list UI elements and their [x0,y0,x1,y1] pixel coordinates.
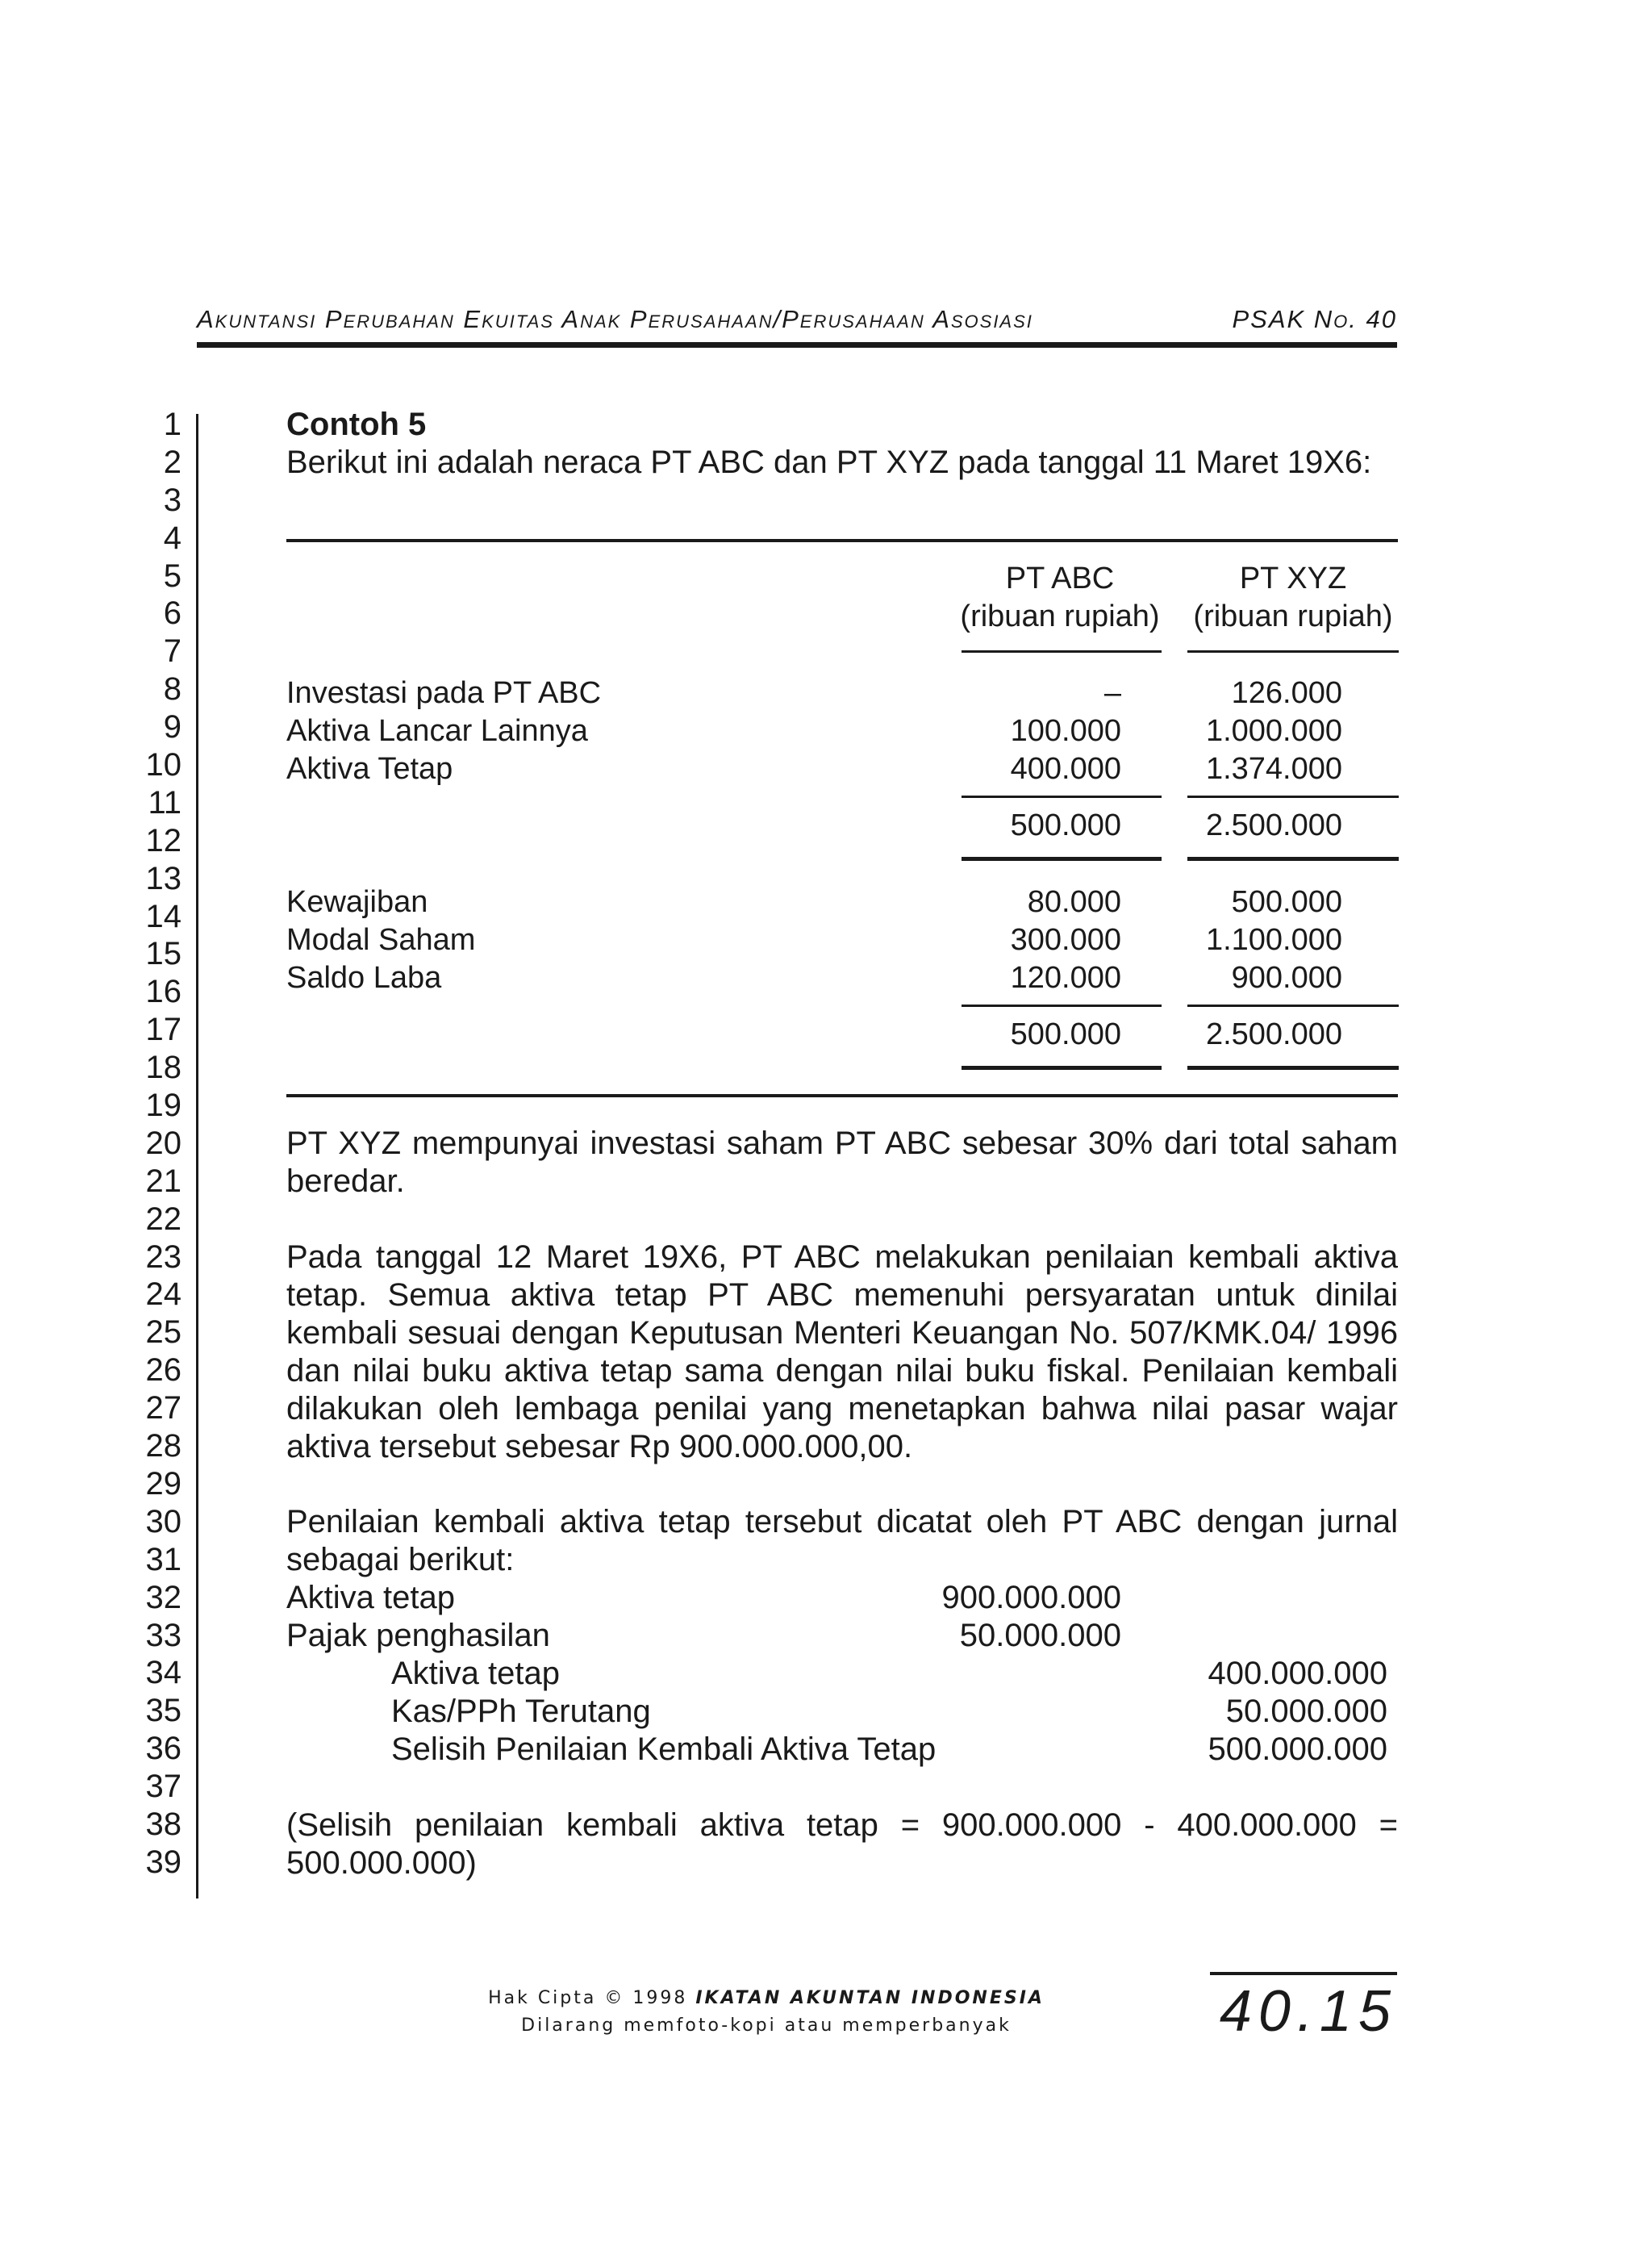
example-title: Contoh 5 [286,407,427,442]
copyright-notice [484,1985,1049,2040]
journal-credit-label: Selisih Penilaian Kembali Aktiva Tetap [391,1731,937,1767]
line-number: 11 [148,784,181,821]
page-number: 40.15 [1219,1979,1397,2044]
journal-credit-amount: 500.000.000 [1208,1731,1387,1767]
line-number: 17 [145,1012,181,1048]
line-number: 21 [145,1163,181,1199]
line-number: 1 [163,407,181,442]
paragraph-revaluation: Pada tanggal 12 Maret 19X6, PT ABC melakukan penilaian kembali aktiva tetap. Semua aktiva tetap PT ABC memenuhi persyaratan untuk dinilai kembali sesuai dengan Keputusan Menteri Keuangan No. 507/KMK.04/ 1996 dan nilai buku aktiva tetap sama dengan nilai buku fiskal. Penilaian kembali dilakukan oleh lembaga penilai yang menetapkan bahwa nilai pasar wajar aktiva tersebut sebesar Rp 900.000.000,00. [286,1239,1398,1464]
page-number-rule [1210,1972,1397,1975]
row-xyz-value: 500.000 [1231,885,1342,919]
intro-paragraph: Berikut ini adalah neraca PT ABC dan PT XYZ pada tanggal 11 Maret 19X6: [286,445,1372,480]
row-abc-value: 100.000 [1010,714,1121,748]
line-number: 4 [163,520,181,556]
line-number: 25 [145,1314,181,1351]
col-abc-header-rule [962,650,1162,653]
line-number: 20 [145,1125,181,1161]
total-double-rule [962,857,1162,861]
row-abc-value: 400.000 [1010,752,1121,786]
line-number: 9 [163,709,181,746]
journal-credit-label: Kas/PPh Terutang [391,1694,651,1729]
line-number: 29 [145,1465,181,1502]
line-number: 16 [145,974,181,1010]
row-label: Investasi pada PT ABC [286,676,602,710]
total-double-rule [1187,857,1399,861]
liabilities-total-abc: 500.000 [1010,1017,1121,1051]
row-abc-value: 120.000 [1010,961,1121,995]
row-label: Modal Saham [286,923,476,957]
row-xyz-value: 126.000 [1231,676,1342,710]
total-double-rule [962,1066,1162,1070]
journal-credit-label: Aktiva tetap [391,1656,561,1691]
assets-total-xyz: 2.500.000 [1205,808,1342,842]
header-rule [197,342,1397,348]
total-double-rule [1187,1066,1399,1070]
row-xyz-value: 1.374.000 [1205,752,1342,786]
line-number: 8 [163,671,181,708]
header-standard-number: PSAK No. 40 [1232,305,1397,333]
row-abc-value: – [1103,676,1121,710]
line-number: 13 [145,860,181,896]
line-number: 38 [145,1806,181,1842]
row-label: Saldo Laba [286,961,442,995]
row-xyz-value: 1.100.000 [1205,923,1342,957]
line-number: 23 [145,1239,181,1275]
line-number: 39 [145,1844,181,1880]
journal-credit-amount: 50.000.000 [1225,1694,1387,1729]
col-xyz-header-rule [1187,650,1399,653]
line-number: 31 [145,1541,181,1577]
col-abc-subheader: (ribuan rupiah) [960,599,1160,633]
line-number: 37 [145,1769,181,1805]
line-number: 32 [145,1579,181,1615]
line-number: 34 [145,1655,181,1691]
running-header [197,307,1397,339]
line-number: 36 [145,1731,181,1767]
header-title: Akuntansi Perubahan Ekuitas Anak Perusahaan/Perusahaan Asosiasi [197,305,1033,333]
table-top-rule [286,539,1398,542]
line-number: 14 [145,898,181,934]
line-number: 5 [163,558,181,594]
line-number: 18 [145,1050,181,1086]
paragraph-investment: PT XYZ mempunyai investasi saham PT ABC sebesar 30% dari total saham beredar. [286,1126,1398,1199]
copyright-organization: IKATAN AKUNTAN INDONESIA [695,1988,1045,2008]
line-number: 3 [163,482,181,518]
line-number: 15 [145,936,181,972]
col-abc-header: PT ABC [1005,562,1115,595]
row-xyz-value: 1.000.000 [1205,714,1342,748]
line-number: 35 [145,1693,181,1729]
line-number: 28 [145,1428,181,1464]
line-number-column [105,406,181,1882]
subtotal-rule [1187,1005,1399,1007]
journal-credit-amount: 400.000.000 [1208,1656,1387,1691]
line-number: 7 [163,633,181,670]
line-number: 27 [145,1390,181,1426]
line-number: 26 [145,1352,181,1389]
line-number: 2 [163,444,181,480]
row-xyz-value: 900.000 [1231,961,1342,995]
line-number: 6 [163,595,181,632]
line-number: 33 [145,1617,181,1653]
row-label: Aktiva Lancar Lainnya [286,714,588,748]
journal-debit-amount: 50.000.000 [959,1618,1121,1653]
paragraph-difference: (Selisih penilaian kembali aktiva tetap = 900.000.000 - 400.000.000 = 500.000.000) [286,1807,1398,1881]
line-number: 10 [145,747,181,783]
assets-total-abc: 500.000 [1010,808,1121,842]
journal-debit-label: Pajak penghasilan [286,1618,550,1653]
line-number: 12 [145,822,181,858]
row-label: Aktiva Tetap [286,752,453,786]
col-xyz-subheader: (ribuan rupiah) [1193,599,1393,633]
subtotal-rule [962,796,1162,798]
journal-debit-label: Aktiva tetap [286,1580,456,1615]
copyright-prefix: Hak Cipta © 1998 [488,1988,688,2008]
paragraph-journal-intro: Penilaian kembali aktiva tetap tersebut dicatat oleh PT ABC dengan jurnal sebagai berikut: [286,1504,1398,1577]
liabilities-total-xyz: 2.500.000 [1205,1017,1342,1051]
margin-bar [196,414,198,1899]
line-number: 30 [145,1503,181,1539]
row-abc-value: 80.000 [1027,885,1121,919]
table-bottom-rule [286,1094,1398,1097]
copyright-restriction: Dilarang memfoto-kopi atau memperbanyak [521,2015,1012,2036]
row-abc-value: 300.000 [1010,923,1121,957]
subtotal-rule [1187,796,1399,798]
journal-debit-amount: 900.000.000 [941,1580,1121,1615]
subtotal-rule [962,1005,1162,1007]
col-xyz-header: PT XYZ [1239,562,1347,595]
line-number: 19 [145,1088,181,1124]
line-number: 22 [145,1201,181,1237]
line-number: 24 [145,1276,181,1313]
row-label: Kewajiban [286,885,428,919]
